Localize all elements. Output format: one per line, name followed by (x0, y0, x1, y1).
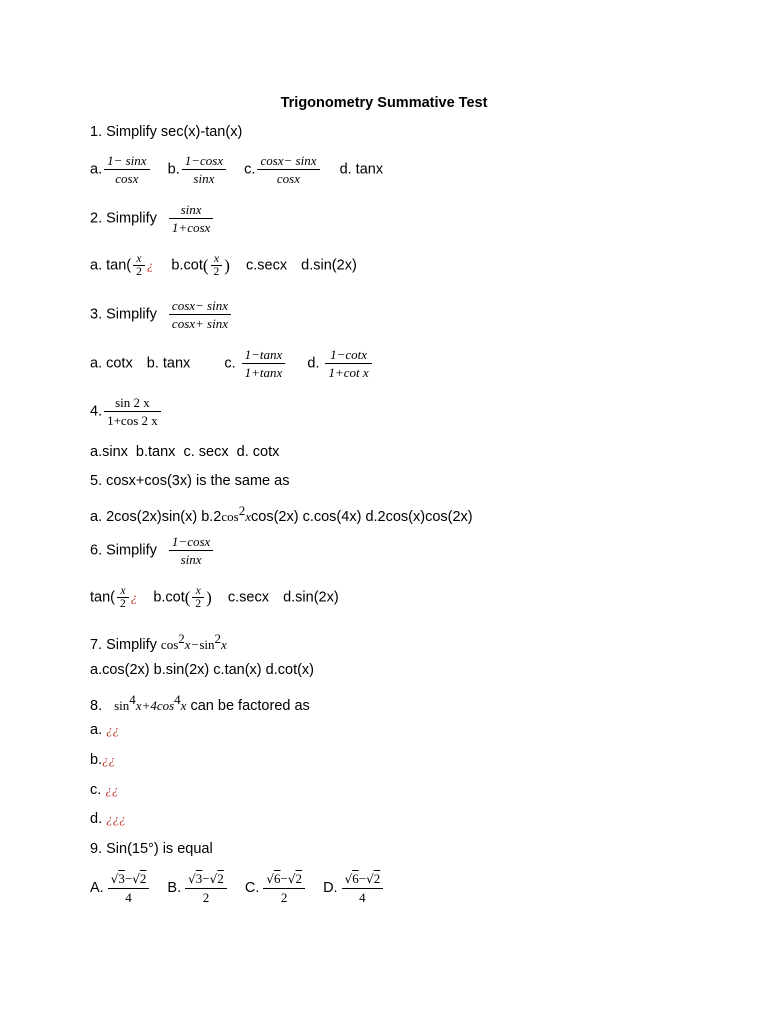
choice-2b-num: x (211, 253, 223, 266)
question-5-prompt: 5. cosx+cos(3x) is the same as (90, 473, 290, 489)
q8-mid: x+4cos (135, 698, 175, 713)
question-4-fraction (104, 394, 161, 429)
question-8-label: 8. (90, 698, 103, 714)
question-5-choices (90, 504, 473, 525)
choice-6a-num: x (117, 585, 129, 598)
choice-2a-den: 2 (136, 266, 142, 278)
choice-1c-den: cosx (276, 171, 301, 186)
choice-9A-num: √3−√2 (108, 870, 150, 889)
choice-9C-label: C. (244, 879, 260, 896)
question-3-label: 3. Simplify (90, 306, 157, 323)
choice-2c: c.secx (246, 257, 288, 274)
question-3-num: cosx− sinx (169, 297, 231, 315)
choice-9A-r2: 2 (139, 871, 147, 886)
choice-9C-num: √6−√2 (263, 870, 305, 889)
choice-3c-label: c. (224, 355, 236, 372)
choice-2a-label: a. tan( (90, 257, 132, 274)
question-1-prompt: 1. Simplify sec(x)-tan(x) (90, 124, 243, 140)
choice-3d-fraction (325, 346, 371, 381)
choice-3c-fraction (242, 346, 286, 381)
question-4-label: 4. (90, 403, 103, 420)
question-2-prompt (90, 201, 215, 236)
choice-8d-label: d. (90, 811, 103, 827)
choice-2a-fraction (133, 253, 145, 278)
choice-9B-den: 2 (202, 890, 210, 905)
choice-9B-fraction (185, 870, 227, 906)
choice-5b-exponent: 2 (238, 503, 246, 518)
question-4-choices: a.sinx b.tanx c. secx d. cotx (90, 444, 280, 460)
choice-1d: d. tanx (339, 161, 384, 178)
question-4-prompt (90, 394, 163, 429)
choice-8a-label: a. (90, 722, 103, 738)
choice-8b-label: b. (90, 752, 103, 768)
choice-8a (90, 723, 119, 738)
choice-6b-fraction (192, 585, 204, 610)
choice-1a-den: cosx (115, 171, 139, 186)
question-6-prompt (90, 533, 215, 568)
question-2-num: sinx (169, 201, 213, 219)
choice-9A-fraction (108, 870, 150, 906)
choice-9A-r1: 3 (118, 871, 125, 886)
choice-1b-den: sinx (193, 171, 215, 186)
q8-exp1: 4 (129, 692, 136, 707)
q8-tail: can be factored as (190, 698, 310, 714)
question-8-prompt (90, 693, 310, 714)
choice-9D-fraction (342, 870, 384, 906)
choice-9B-num: √3−√2 (185, 870, 227, 889)
choice-6a-label: tan( (90, 589, 115, 606)
choice-9C-r1: 6 (274, 871, 281, 886)
choice-3b: b. tanx (146, 355, 191, 372)
q8-sin: sin (114, 698, 130, 713)
missing-glyph-mark: ¿¿¿ (106, 811, 126, 826)
choice-6b-num: x (192, 585, 204, 598)
choice-5b-x: x (245, 509, 251, 524)
choice-1c-num: cosx− sinx (257, 152, 319, 170)
choice-2b-den: 2 (213, 266, 220, 278)
choice-8c (90, 783, 118, 798)
q7-exp2: 2 (214, 631, 221, 646)
question-6-choices: tan( $\frac{x}{2}$ ¿ b.cot( $\frac{x}{2}$ ) c.secx d.sin(2x) (90, 585, 339, 610)
choice-9B-label: B. (167, 879, 182, 896)
choice-5b-tail: cos(2x) (251, 509, 299, 525)
choice-3d-label: d. (307, 355, 320, 372)
choice-2d: d.sin(2x) (301, 257, 357, 274)
choice-9B-r2: 2 (217, 871, 224, 886)
choice-9C-den: 2 (280, 890, 288, 905)
question-6-fraction (169, 533, 213, 568)
choice-5c: c.cos(4x) (302, 509, 362, 525)
choice-5b-cos: cos (221, 509, 239, 524)
question-3-prompt (90, 297, 233, 332)
choice-9C-r2: 2 (295, 871, 302, 886)
page-title: Trigonometry Summative Test (280, 95, 488, 111)
choice-9A-den: 4 (125, 890, 132, 905)
question-7-prompt (90, 632, 227, 653)
q8-exp2: 4 (174, 692, 181, 707)
choice-1c-label: c. (244, 161, 256, 178)
choice-2b-label: b.cot (171, 257, 203, 274)
missing-glyph-mark: ¿ (146, 257, 154, 273)
question-3-fraction (169, 297, 231, 332)
choice-9C-fraction (263, 870, 305, 906)
choice-1a-num: 1− sinx (104, 152, 149, 170)
choice-1b-fraction (182, 152, 226, 187)
choice-3c-num: 1−tanx (242, 346, 286, 364)
choice-8d (90, 812, 126, 827)
question-2-den: 1+cosx (171, 220, 211, 235)
question-7-choices: a.cos(2x) b.sin(2x) c.tan(x) d.cot(x) (90, 662, 314, 678)
question-9-prompt: 9. Sin(15°) is equal (90, 841, 213, 857)
choice-9D-den: 4 (359, 890, 366, 905)
choice-6b-den: 2 (195, 598, 202, 610)
q7-x2: x (220, 637, 227, 652)
choice-9B-r1: 3 (195, 871, 203, 886)
choice-9A-label: A. (90, 879, 104, 896)
choice-1c-fraction (257, 152, 319, 187)
choice-9D-r1: 6 (352, 871, 359, 886)
question-7-label: 7. Simplify (90, 637, 157, 653)
choice-6a-den: 2 (120, 598, 126, 610)
choice-2a-num: x (133, 253, 145, 266)
question-2-choices: a. tan( $\frac{x}{2}$ ¿ b.cot( $\frac{x}{2}$ ) c.secx d.sin(2x) (90, 253, 357, 278)
choice-6c: c.secx (227, 589, 269, 606)
choice-1a-label: a. (90, 161, 103, 178)
q7-x1: x− (184, 637, 200, 652)
choice-1a-fraction (104, 152, 149, 187)
question-3-den: cosx+ sinx (171, 316, 228, 331)
choice-5d: d.2cos(x)cos(2x) (365, 509, 473, 525)
choice-5a: a. 2cos(2x)sin(x) (90, 509, 198, 525)
choice-3d-num: 1−cotx (325, 346, 371, 364)
choice-3d-den: 1+cot x (328, 365, 369, 380)
choice-3c-den: 1+tanx (244, 365, 283, 380)
choice-6d: d.sin(2x) (283, 589, 339, 606)
choice-9D-label: D. (323, 879, 338, 896)
q7-cos: cos (160, 637, 179, 652)
q8-x: x (180, 698, 187, 713)
question-3-choices (90, 346, 374, 381)
choice-9D-r2: 2 (373, 871, 381, 886)
question-6-num: 1−cosx (169, 533, 213, 551)
q7-sin: sin (199, 637, 215, 652)
choice-9D-num: √6−√2 (342, 870, 384, 889)
missing-glyph-mark: ¿¿ (102, 752, 116, 767)
question-9-choices (90, 870, 385, 906)
choice-2b-fraction (211, 253, 223, 278)
question-1-choices (90, 152, 383, 187)
missing-glyph-mark: ¿ (130, 589, 138, 605)
missing-glyph-mark: ¿¿ (106, 722, 120, 737)
question-6-den: sinx (180, 552, 202, 567)
choice-5b-label: b.2 (201, 509, 222, 525)
choice-6b-label: b.cot (153, 589, 185, 606)
choice-3a: a. cotx (90, 355, 133, 372)
question-2-fraction (169, 201, 213, 236)
choice-1b-label: b. (167, 161, 180, 178)
choice-6a-fraction (117, 585, 129, 610)
missing-glyph-mark: ¿¿ (105, 782, 119, 797)
choice-8b (90, 753, 115, 768)
question-4-den: 1+cos 2 x (107, 413, 158, 428)
q7-exp1: 2 (178, 631, 185, 646)
question-6-label: 6. Simplify (90, 542, 157, 559)
choice-1b-num: 1−cosx (182, 152, 226, 170)
question-4-num: sin 2 x (104, 394, 161, 412)
choice-8c-label: c. (90, 782, 102, 798)
question-2-label: 2. Simplify (90, 210, 157, 227)
